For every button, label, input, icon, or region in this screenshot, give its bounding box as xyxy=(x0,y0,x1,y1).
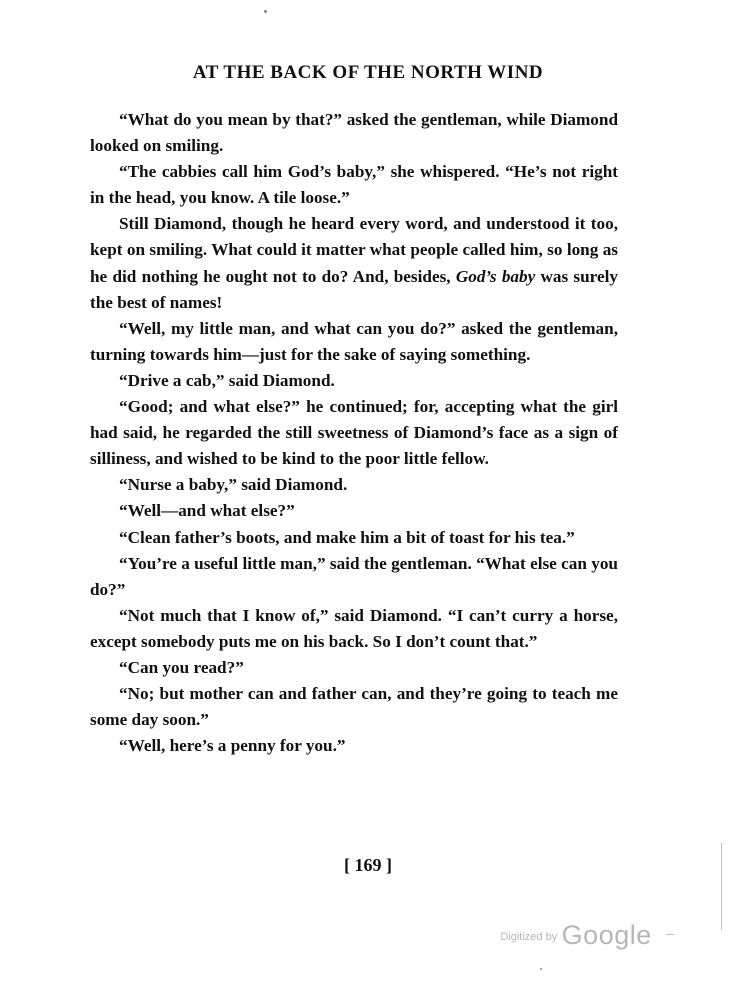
paragraph-13: “No; but mother can and father can, and they’re going to teach me some day soon.” xyxy=(90,684,618,730)
paragraph-4: “Well, my little man, and what can you do?” asked the gentleman, turning towards him—just for the sake of saying something. xyxy=(90,318,618,364)
print-speck-top xyxy=(264,10,267,13)
watermark-dash: – xyxy=(666,925,674,941)
paragraph-3 xyxy=(90,211,618,315)
paragraph-9: “Clean father’s boots, and make him a bit of toast for his tea.” xyxy=(119,527,575,547)
paragraph-5: “Drive a cab,” said Diamond. xyxy=(119,370,335,390)
paragraph-14: “Well, here’s a penny for you.” xyxy=(119,736,346,756)
scan-edge-line xyxy=(721,843,722,930)
print-speck-bottom xyxy=(540,968,542,970)
running-head: AT THE BACK OF THE NORTH WIND xyxy=(192,62,544,83)
paragraph-3-text-after: was surely the best of names! xyxy=(90,266,618,312)
paragraph-2: “The cabbies call him God’s baby,” she whispered. “He’s not right in the head, you know. A tile loose.” xyxy=(90,162,618,208)
digitized-watermark xyxy=(500,920,674,951)
watermark-prefix: Digitized by xyxy=(500,931,558,943)
paragraph-7: “Nurse a baby,” said Diamond. xyxy=(119,475,348,495)
paragraph-10: “You’re a useful little man,” said the gentleman. “What else can you do?” xyxy=(90,553,618,599)
paragraph-1: “What do you mean by that?” asked the gentleman, while Diamond looked on smiling. xyxy=(90,110,618,156)
paragraph-11: “Not much that I know of,” said Diamond. “I can’t curry a horse, except somebody puts me on his back. So I don’t count that.” xyxy=(90,605,618,651)
page-number: [ 169 ] xyxy=(344,855,392,875)
body-text xyxy=(90,107,618,759)
paragraph-6: “Good; and what else?” he continued; for, accepting what the girl had said, he regarded the still sweetness of Diamond’s face as a sign of silliness, and wished to be kind to the poor little fellow. xyxy=(90,397,618,469)
paragraph-3-text-before: Still Diamond, though he heard every word, and understood it too, kept on smiling. What could it matter what people called him, so long as he did nothing he ought not to do? And, besides, xyxy=(90,214,618,286)
paragraph-8: “Well—and what else?” xyxy=(119,501,295,521)
watermark-google-logo: Google xyxy=(561,920,652,950)
paragraph-12: “Can you read?” xyxy=(119,657,244,677)
paragraph-3-italic-phrase: God’s baby xyxy=(455,266,536,286)
